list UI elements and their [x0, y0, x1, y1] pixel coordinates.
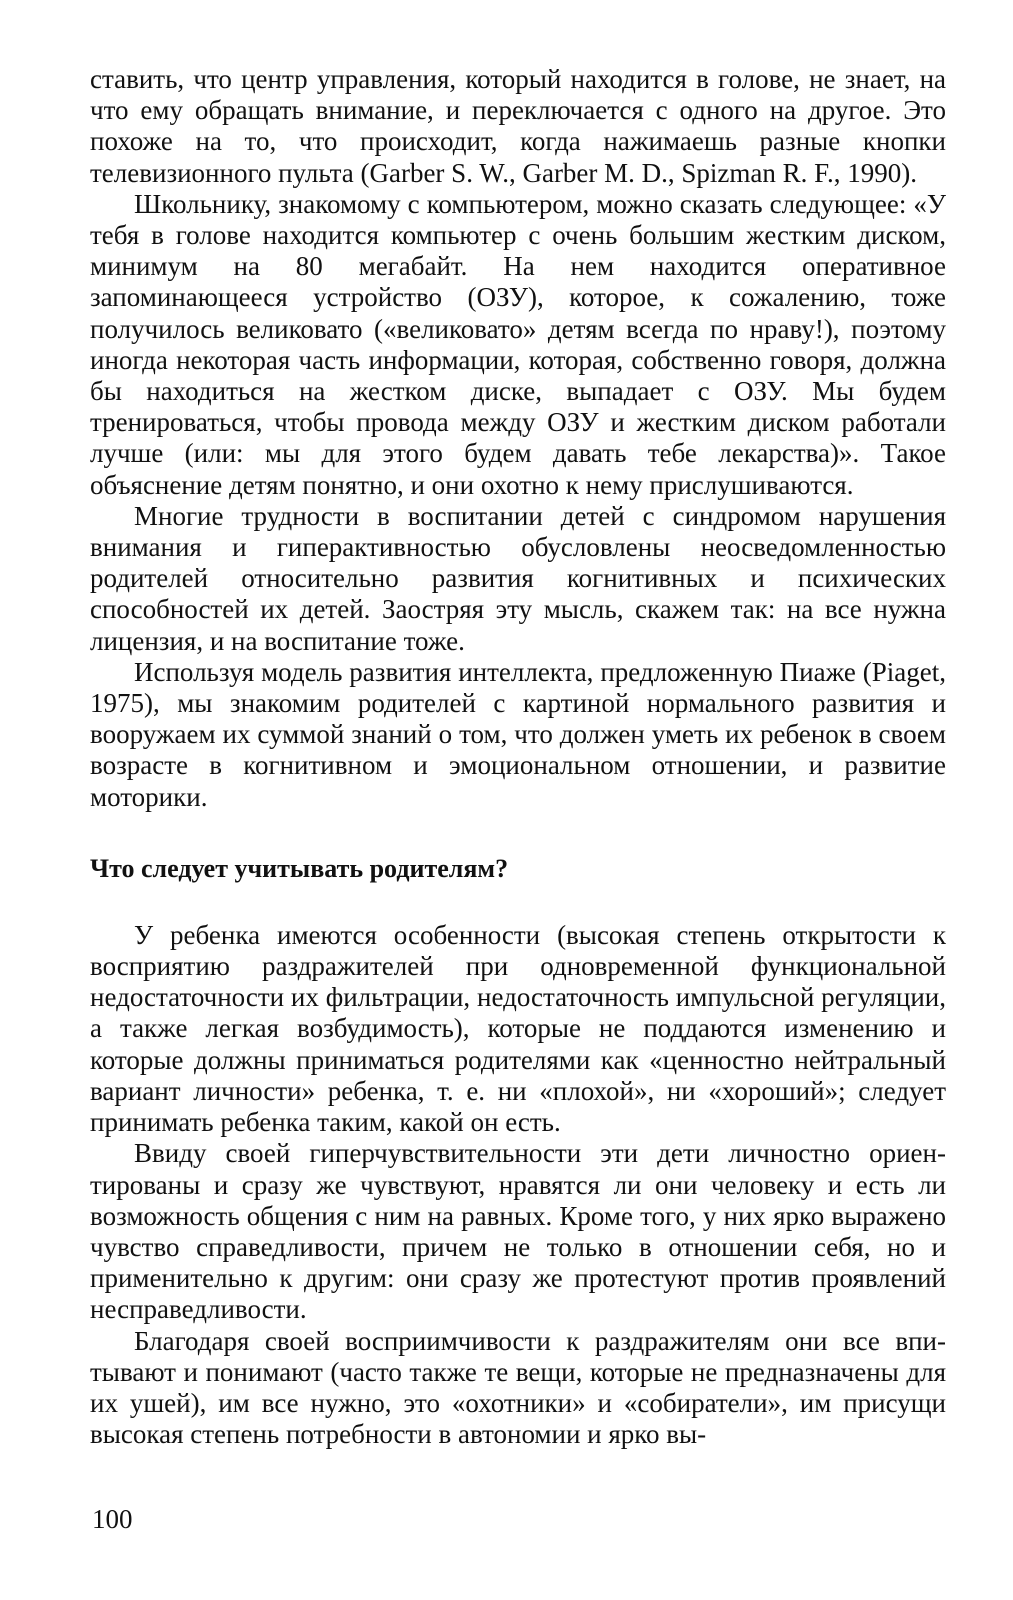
spacer	[90, 813, 946, 853]
paragraph-piaget-model: Используя модель развития интеллекта, предложенную Пиаже (Piaget, 1975), мы знакомим родителей с картиной нормального развития и вооружаем их суммой знаний о том, что должен уметь их ребенок в своем возрасте в когнитивном и эмоциональном отношении, и развитие моторики.	[90, 656, 946, 812]
page-number: 100	[92, 1504, 133, 1534]
paragraph-child-features: У ребенка имеются особенности (высокая степень открытости к восприятию раздражителей при одновременной функциональной недостаточности их фильтрации, недостаточность импульсной регуляции, а также легкая возбудимость), которые не поддаются изменению и которые должны приниматься родителями как «ценностно нейтральный вариант личности» ребенка, т. е. ни «плохой», ни «хороший»; следует принимать ребенка таким, какой он есть.	[90, 919, 946, 1138]
paragraph-receptivity: Благодаря своей восприимчивости к раздражителям они все впитывают и понимают (часто также те вещи, которые не предназначены для их ушей), им все нужно, это «охотники» и «собиратели», им присущи высокая степень потребности в автономии и ярко вы-	[90, 1325, 946, 1450]
paragraph-parent-awareness: Многие трудности в воспитании детей с синдромом нарушения внимания и гиперактивностью обусловлены неосведомленностью родителей относительно развития когнитивных и психических способностей их детей. Заостряя эту мысль, скажем так: на все нужна лицензия, и на воспитание тоже.	[90, 500, 946, 656]
paragraph-computer-analogy: Школьнику, знакомому с компьютером, можно сказать следующее: «У тебя в голове находится компьютер с очень большим жестким диском, минимум на 80 мегабайт. На нем находится оперативное запоминающееся устройство (ОЗУ), которое, к сожалению, тоже получилось великовато («великовато» детям всегда по нраву!), поэтому иногда некоторая часть информации, которая, собственно говоря, должна бы находиться на жестком диске, выпадает с ОЗУ. Мы будем тренироваться, чтобы провода между ОЗУ и жестким диском работали лучше (или: мы для этого будем давать тебе лекарства)». Такое объяснение детям понятно, и они охотно к нему прислушиваются.	[90, 188, 946, 500]
book-page	[90, 64, 946, 1564]
spacer	[90, 884, 946, 920]
paragraph-continued: ставить, что центр управления, который находится в голове, не знает, на что ему обращать внимание, и переключается с одного на другое. Это похоже на то, что происходит, когда нажимаешь разные кнопки телевизионного пульта (Garber S. W., Garber M. D., Spizman R. F., 1990).	[90, 64, 946, 188]
section-heading: Что следует учитывать родителям?	[90, 853, 509, 883]
paragraph-hypersensitivity: Ввиду своей гиперчувствительности эти дети личностно ориентированы и сразу же чувствуют, нравятся ли они человеку и есть ли возможность общения с ним на равных. Кроме того, у них ярко выражено чувство справедливости, причем не только в отношении себя, но и применительно к другим: они сразу же протестуют против проявлений несправедливости.	[90, 1138, 946, 1325]
